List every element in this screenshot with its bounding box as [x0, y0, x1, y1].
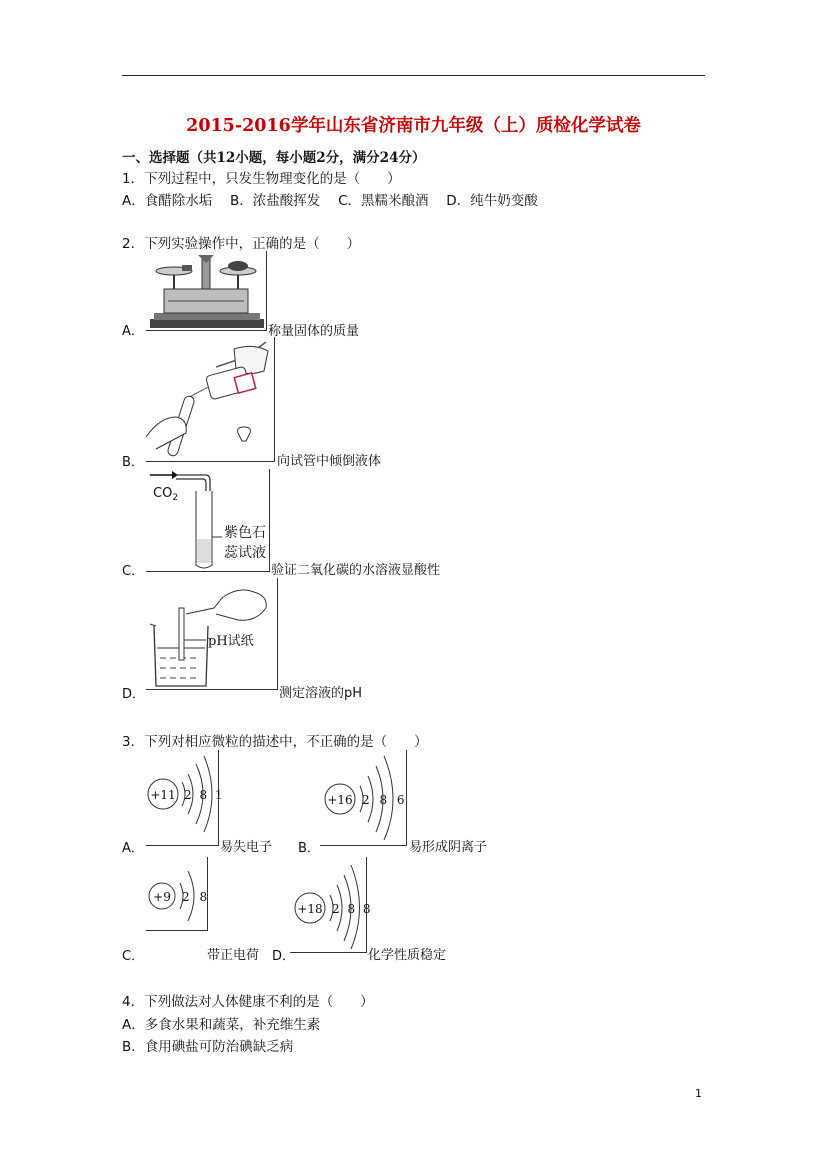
q3-option-a-letter: A．	[122, 841, 144, 856]
q2-option-a-text: 称量固体的质量	[268, 324, 360, 339]
pouring-figure	[146, 337, 275, 462]
q2-stem: 2．下列实验操作中，正确的是（ ）	[122, 236, 361, 252]
q3-option-b-text: 易形成阴离子	[409, 840, 488, 855]
atom-c-figure	[146, 857, 211, 931]
atom-d-shells: 2 8 8	[332, 902, 373, 916]
q3-option-b-letter: B．	[298, 841, 320, 856]
q2-option-b-letter: B．	[122, 455, 144, 470]
q3-option-a-text: 易失电子	[220, 840, 273, 855]
q4-stem: 4．下列做法对人体健康不利的是（ ）	[122, 994, 374, 1010]
q3-option-d-text: 化学性质稳定	[368, 948, 447, 963]
atom-c-shells: 2 8	[182, 890, 211, 904]
atom-a-figure	[146, 750, 225, 846]
q3-option-d-letter: D．	[272, 949, 296, 964]
page-number: 1	[695, 1087, 702, 1100]
atom-b-figure	[320, 750, 407, 846]
atom-b-nucleus: +16	[327, 793, 353, 807]
header-rule	[122, 75, 705, 76]
balance-figure	[146, 251, 267, 331]
q2-option-d-letter: D．	[122, 687, 146, 702]
q4-option-a: A．多食水果和蔬菜，补充维生素	[122, 1017, 321, 1033]
exam-title: 2015-2016学年山东省济南市九年级（上）质检化学试卷	[186, 116, 641, 136]
section-heading: 一、选择题（共12小题，每小题2分，满分24分）	[122, 150, 426, 166]
atom-b-shells: 2 8 6	[362, 793, 408, 807]
q3-option-c-text: 带正电荷	[207, 948, 260, 963]
litmus-figure	[146, 469, 270, 572]
atom-d-nucleus: +18	[297, 902, 323, 916]
atom-a-nucleus: +11	[150, 788, 176, 802]
litmus-label-2: 蕊试液	[224, 545, 266, 561]
q1-stem: 1．下列过程中，只发生物理变化的是（ ）	[122, 171, 401, 187]
q2-option-a-letter: A．	[122, 324, 144, 339]
q3-option-c-letter: C．	[122, 949, 145, 964]
ph-paper-label: pH试纸	[208, 634, 254, 649]
q3-stem: 3．下列对相应微粒的描述中，不正确的是（ ）	[122, 734, 428, 750]
q2-option-c-letter: C．	[122, 564, 145, 579]
q2-option-c-text: 验证二氧化碳的水溶液显酸性	[271, 563, 441, 578]
atom-d-figure	[290, 857, 373, 953]
atom-c-nucleus: +9	[153, 890, 171, 904]
q1-options: A．食醋除水垢 B．浓盐酸挥发 C．黑糯米酿酒 D．纯牛奶变酸	[122, 193, 538, 209]
q2-option-d-text: 测定溶液的pH	[279, 686, 363, 701]
ph-figure	[146, 578, 278, 690]
atom-a-shells: 2 8 1	[184, 788, 225, 802]
q2-option-b-text: 向试管中倾倒液体	[277, 454, 382, 469]
litmus-label-1: 紫色石	[224, 525, 266, 541]
co2-label: $CO_2$	[153, 486, 179, 503]
q4-option-b: B．食用碘盐可防治碘缺乏病	[122, 1039, 294, 1055]
